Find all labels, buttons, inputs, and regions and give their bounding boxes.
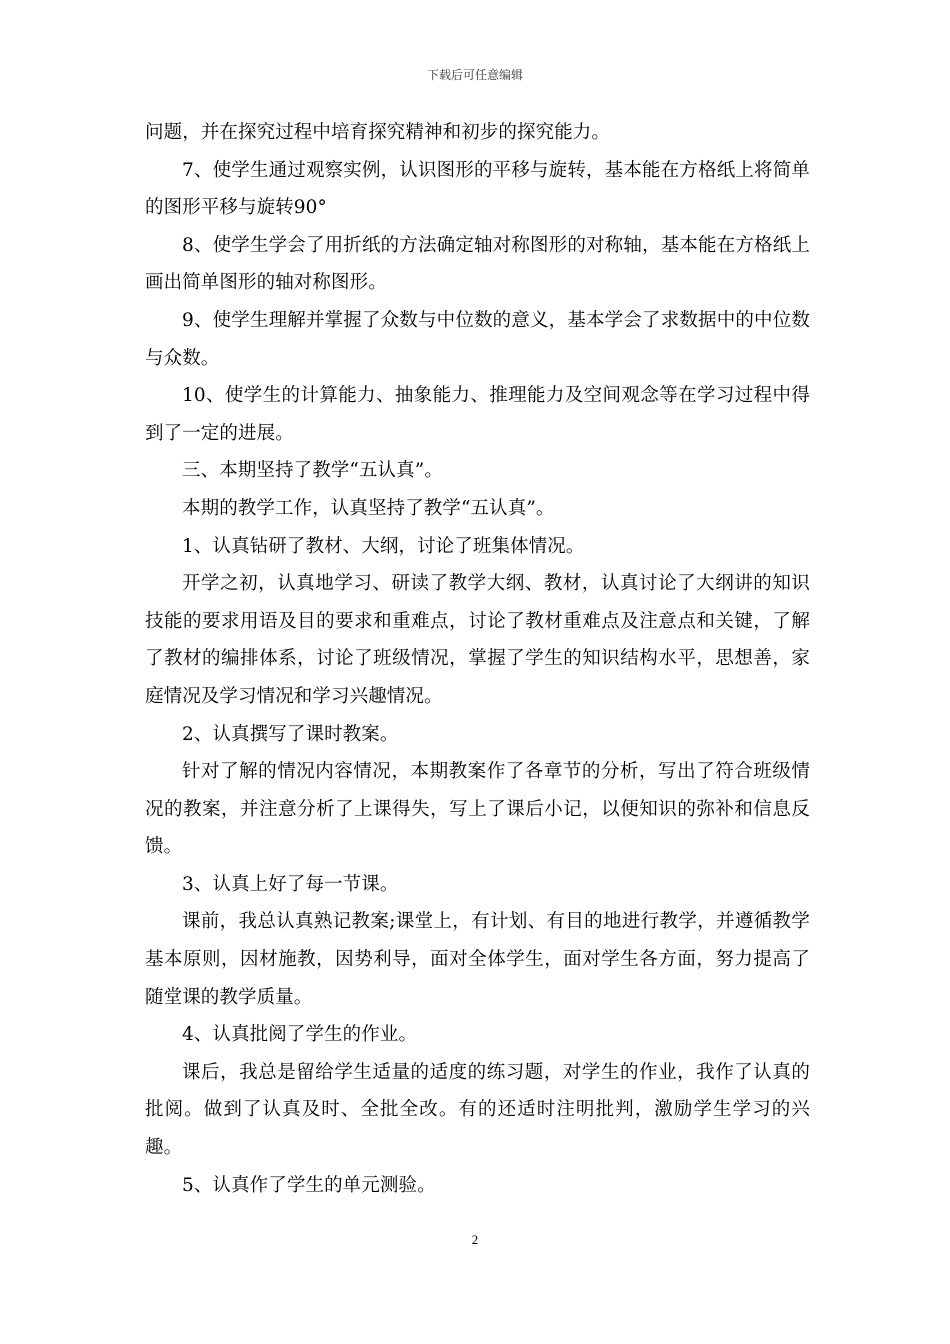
paragraph: 开学之初，认真地学习、研读了教学大纲、教材，认真讨论了大纲讲的知识技能的要求用语及目的要求和重难点，讨论了教材重难点及注意点和关键，了解了教材的编排体系，讨论了班级情况，掌握了学生的知识结构水平，思想善，家庭情况及学习情况和学习兴趣情况。 <box>145 573 810 707</box>
subheading: 5、认真作了学生的单元测验。 <box>182 1174 436 1196</box>
page-header: 下载后可任意编辑 <box>426 68 523 82</box>
subheading: 4、认真批阅了学生的作业。 <box>182 1024 418 1046</box>
paragraph: 问题，并在探究过程中培育探究精神和初步的探究能力。 <box>145 122 611 143</box>
paragraph: 10、使学生的计算能力、抽象能力、推理能力及空间观念等在学习过程中得到了一定的进展。 <box>145 385 810 444</box>
subheading: 1、认真钻研了教材、大纲，讨论了班集体情况。 <box>182 535 585 557</box>
subheading: 3、认真上好了每一节课。 <box>182 873 399 895</box>
paragraph: 课后，我总是留给学生适量的适度的练习题，对学生的作业，我作了认真的批阅。做到了认真及时、全批全改。有的还适时注明批判，激励学生学习的兴趣。 <box>145 1061 810 1159</box>
paragraph: 课前，我总认真熟记教案;课堂上，有计划、有目的地进行教学，并遵循教学基本原则，因材施教，因势利导，面对全体学生，面对学生各方面，努力提高了随堂课的教学质量。 <box>145 911 810 1008</box>
paragraph: 8、使学生学会了用折纸的方法确定轴对称图形的对称轴，基本能在方格纸上画出简单图形的轴对称图形。 <box>145 234 810 294</box>
paragraph: 本期的教学工作，认真坚持了教学“五认真”。 <box>182 497 555 519</box>
section-heading: 三、本期坚持了教学“五认真”。 <box>182 460 443 482</box>
paragraph: 9、使学生理解并掌握了众数与中位数的意义，基本学会了求数据中的中位数与众数。 <box>145 309 810 369</box>
paragraph: 针对了解的情况内容情况，本期教案作了各章节的分析，写出了符合班级情况的教案，并注意分析了上课得失，写上了课后小记，以便知识的弥补和信息反馈。 <box>145 761 810 858</box>
document-body <box>145 114 810 1204</box>
page-number: 2 <box>471 1232 479 1247</box>
subheading: 2、认真撰写了课时教案。 <box>182 723 399 745</box>
paragraph: 7、使学生通过观察实例，认识图形的平移与旋转，基本能在方格纸上将简单的图形平移与旋转90° <box>145 159 810 219</box>
